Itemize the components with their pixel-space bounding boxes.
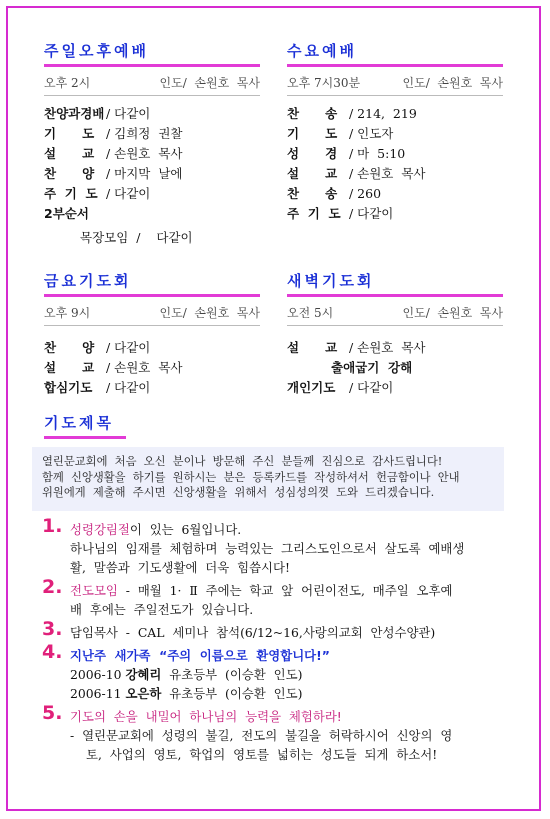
order-row: 찬 양 / 마지막 날에	[44, 166, 183, 181]
service-time: 오후 2시	[44, 76, 91, 90]
service-info	[44, 304, 260, 326]
service-time: 오전 5시	[287, 306, 334, 320]
service-time: 오후 9시	[44, 306, 91, 320]
wednesday-section	[287, 40, 503, 224]
announcement-list	[42, 515, 512, 768]
order-row: 주 기 도 / 다같이	[287, 206, 394, 221]
order-row: 설 교 / 손원호 목사	[44, 360, 183, 375]
service-info	[287, 304, 503, 326]
section-rule	[44, 436, 126, 439]
list-item: 1. 성령강림절이 있는 6월입니다. 하나님의 임재를 체험하며 능력있는 그리스도인으로서 살도록 예배생 활, 말씀과 기도생활에 더욱 힘씁시다!	[42, 515, 465, 575]
order-row: 찬 송 / 214, 219	[287, 106, 417, 121]
sermon-series: 출애굽기 강해	[331, 360, 413, 375]
list-item: 4. 지난주 새가족 “주의 이름으로 환영합니다!” 2006-10 강혜리 유초등부 (이승환 인도) 2006-11 오은하 유초등부 (이승환 인도)	[42, 641, 330, 701]
part2-item: 목장모임 / 다같이	[80, 230, 193, 245]
section-title: 금요기도회	[44, 272, 132, 290]
order-row: 찬 양 / 다같이	[44, 340, 151, 355]
dawn-section	[287, 270, 503, 398]
service-leader: 인도/ 손원호 목사	[159, 306, 260, 320]
section-title: 기도제목	[44, 414, 114, 432]
list-item: 2. 전도모임 - 매월 1· Ⅱ 주에는 학교 앞 어린이전도, 매주일 오후예 배 후에는 주일전도가 있습니다.	[42, 576, 453, 617]
service-leader: 인도/ 손원호 목사	[402, 76, 503, 90]
order-row: 설 교 / 손원호 목사	[287, 166, 426, 181]
service-leader: 인도/ 손원호 목사	[159, 76, 260, 90]
section-rule	[44, 294, 260, 297]
section-rule	[287, 294, 503, 297]
service-leader: 인도/ 손원호 목사	[402, 306, 503, 320]
service-info	[287, 74, 503, 96]
order-row: 개인기도 / 다같이	[287, 380, 394, 395]
order-row: 설 교 / 손원호 목사	[44, 146, 183, 161]
section-rule	[44, 64, 260, 67]
prayer-section	[44, 412, 504, 439]
service-time: 오후 7시30분	[287, 76, 361, 90]
order-list	[44, 104, 260, 248]
order-row: 성 경 / 마 5:10	[287, 146, 406, 161]
part2-heading: 2부순서	[44, 206, 89, 221]
welcome-notice: 열린문교회에 처음 오신 분이나 방문해 주신 분들께 진심으로 감사드립니다! 함께 신앙생활을 하기를 원하시는 분은 등록카드를 작성하셔서 헌금함이나 안내 위원에게 제출해 주시면 신앙생활을 위해서 성심성의껏 도와 드리겠습니다.	[32, 447, 504, 511]
list-item: 5. 기도의 손을 내밀어 하나님의 능력을 체험하라! - 열린문교회에 성령의 불길, 전도의 불길을 허락하시어 신앙의 영 토, 사업의 영토, 학업의 영토를 넓히는 성도들 되게 하소서!	[42, 702, 453, 762]
order-row: 기 도 / 인도자	[287, 126, 394, 141]
section-title: 주일오후예배	[44, 42, 149, 60]
friday-section	[44, 270, 260, 398]
order-list	[287, 104, 503, 224]
sunday-pm-section	[44, 40, 260, 248]
order-row: 찬 송 / 260	[287, 186, 382, 201]
order-row: 기 도 / 김희정 권찰	[44, 126, 183, 141]
order-row: 주 기 도 / 다같이	[44, 186, 151, 201]
list-item: 3. 담임목사 - CAL 세미나 참석(6/12~16,사랑의교회 안성수양관)	[42, 618, 436, 640]
order-row: 찬양과경배 / 다같이	[44, 106, 151, 121]
section-title: 새벽기도회	[287, 272, 375, 290]
order-row: 합심기도 / 다같이	[44, 380, 151, 395]
order-row: 설 교 / 손원호 목사	[287, 340, 426, 355]
service-info	[44, 74, 260, 96]
section-title: 수요예배	[287, 42, 357, 60]
order-list	[287, 338, 503, 398]
order-list	[44, 338, 260, 398]
section-rule	[287, 64, 503, 67]
